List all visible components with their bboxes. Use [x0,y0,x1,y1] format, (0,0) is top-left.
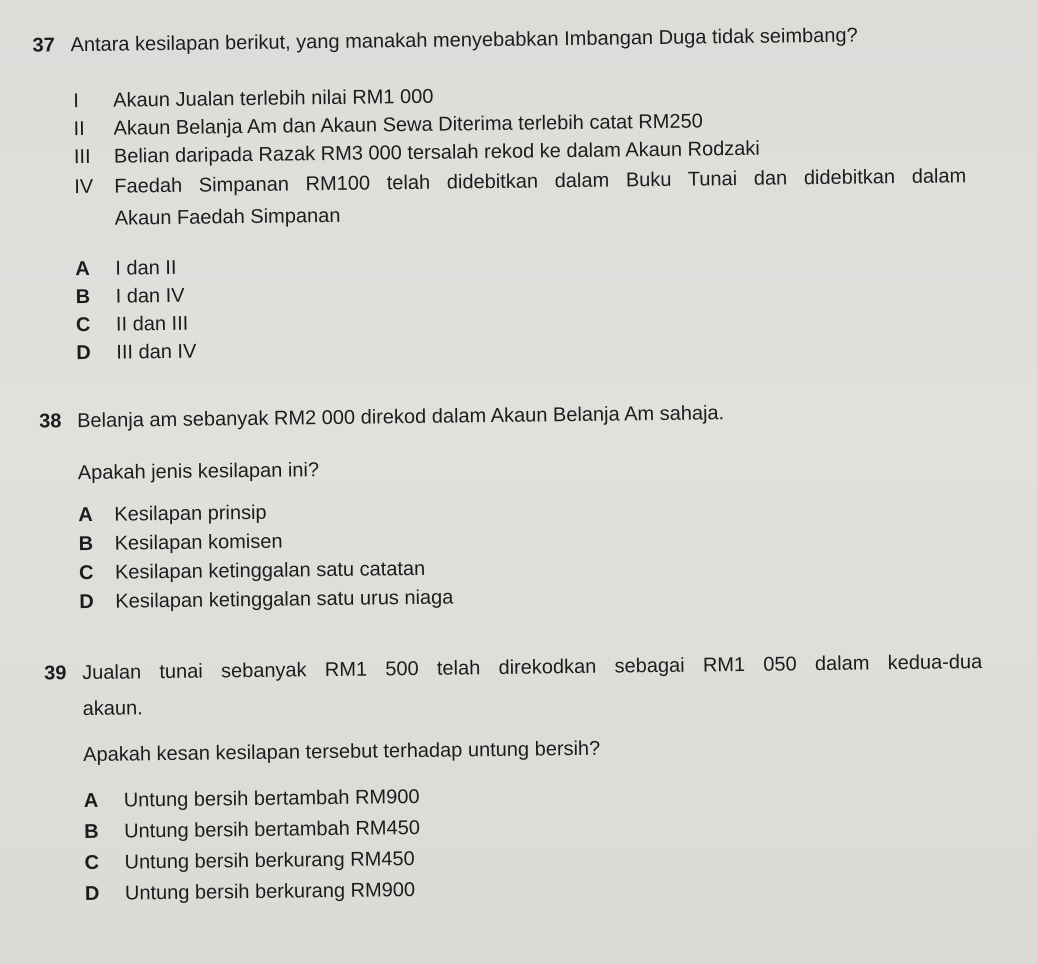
question-stem: Jualan tunai sebanyak RM1 500 telah direkodkan sebagai RM1 050 dalam kedua-dua [82,651,983,685]
option-letter: B [84,820,99,844]
option-d[interactable] [76,336,476,365]
option-letter: D [84,882,100,906]
question-stem: Belanja am sebanyak RM2 000 direkod dalam Akaun Belanja Am sahaja. [77,402,725,433]
question-prompt: Apakah jenis kesilapan ini? [77,459,320,485]
option-a[interactable] [78,496,678,527]
option-a[interactable] [75,252,475,281]
question-stem: Antara kesilapan berikut, yang manakah menyebabkan Imbangan Duga tidak seimbang? [70,24,858,57]
option-text: Kesilapan ketinggalan satu urus niaga [115,586,454,613]
question-37-stem-line [32,22,1022,58]
statement-roman: III [73,145,91,169]
option-c[interactable] [76,308,476,337]
option-d[interactable] [79,583,679,614]
question-39-stem-line [44,650,994,686]
option-text: Untung bersih berkurang RM900 [124,878,416,905]
option-letter: D [76,341,91,365]
option-text: Kesilapan komisen [114,530,283,555]
option-text: Untung bersih bertambah RM450 [124,816,421,843]
question-prompt: Apakah kesan kesilapan tersebut terhadap untung bersih? [83,737,601,767]
option-letter: D [79,590,94,614]
statement-roman: IV [74,175,94,199]
option-d[interactable] [85,875,685,906]
statement-text: Faedah Simpanan RM100 telah didebitkan dalam Buku Tunai dan didebitkan dalam [114,165,967,198]
question-38-stem-line [39,399,939,434]
option-letter: C [75,313,91,337]
statement-text: Akaun Belanja Am dan Akaun Sewa Diterima terlebih catat RM250 [113,110,703,140]
option-text: Kesilapan ketinggalan satu catatan [114,557,426,584]
option-text: Untung bersih berkurang RM450 [124,847,415,874]
option-b[interactable] [79,525,679,556]
statement-text: Belian daripada Razak RM3 000 tersalah rekod ke dalam Akaun Rodzaki [113,137,760,168]
option-text: Kesilapan prinsip [114,501,267,526]
option-c[interactable] [84,844,684,875]
option-text: I dan II [115,256,177,280]
statement-roman: I [73,90,79,113]
option-letter: C [84,851,100,875]
question-stem-continuation: akaun. [82,697,143,721]
option-text: III dan IV [116,340,197,364]
statement-roman: II [73,117,85,141]
option-letter: A [83,789,99,813]
option-letter: C [78,561,94,585]
statement-row [74,164,974,199]
option-a[interactable] [84,782,684,813]
option-letter: B [78,532,94,556]
question-number: 38 [39,410,62,433]
question-number: 37 [32,34,55,57]
option-c[interactable] [79,554,679,585]
question-number: 39 [44,662,67,685]
option-b[interactable] [75,280,475,309]
option-text: Untung bersih bertambah RM900 [123,785,420,812]
statement-text: Akaun Faedah Simpanan [114,204,341,230]
statement-text: Akaun Jualan terlebih nilai RM1 000 [113,85,434,112]
option-b[interactable] [84,813,684,844]
option-letter: A [78,503,93,527]
option-letter: A [75,257,90,281]
option-text: II dan III [115,312,189,336]
statement-continuation [115,199,715,230]
option-text: I dan IV [115,284,185,308]
option-letter: B [75,285,91,309]
